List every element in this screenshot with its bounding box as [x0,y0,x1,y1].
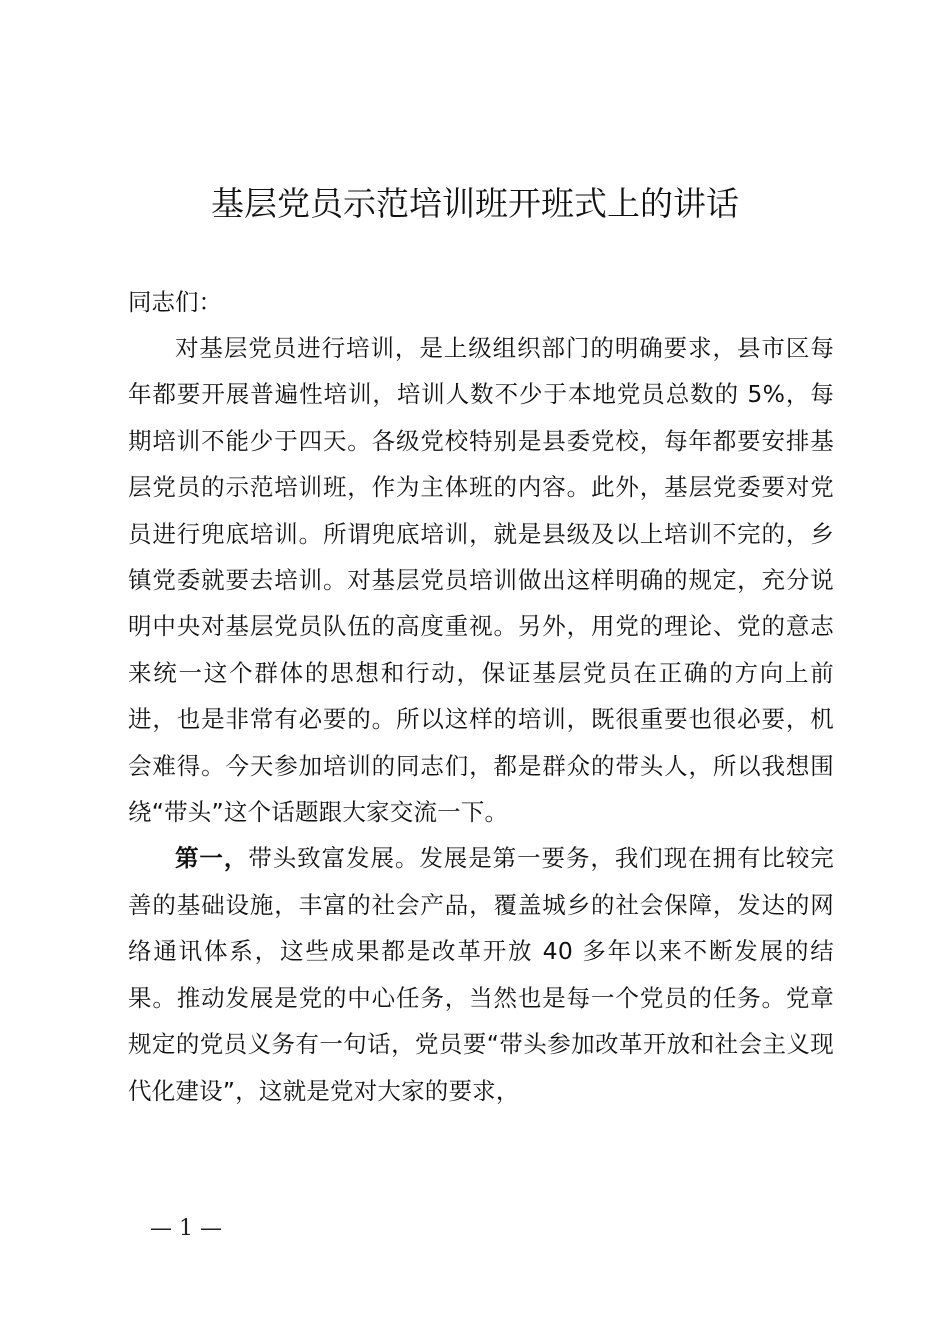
document-body [128,279,834,1114]
page-number: — 1 — [150,1216,222,1241]
paragraph-lead: 第一， [175,844,249,873]
salutation: 同志们： [128,288,222,316]
paragraph-text: 带头致富发展。发展是第一要务，我们现在拥有比较完善的基础设施，丰富的社会产品，覆盖城乡的社会保障，发达的网络通讯体系，这些成果都是改革开放 40 多年以来不断发展的结果。推动发展是党的中心任务，当然也是每一个党员的任务。党章规定的党员义务有一句话，党员要“带头参加改革开放和社会主义现代化建设”，这就是党对大家的要求， [128,844,834,1105]
document-title: 基层党员示范培训班开班式上的讲话 [211,184,739,223]
paragraph-intro [128,325,834,835]
paragraph-first-point [128,835,834,1113]
paragraph-text: 对基层党员进行培训，是上级组织部门的明确要求，县市区每年都要开展普遍性培训，培训人数不少于本地党员总数的 5%，每期培训不能少于四天。各级党校特别是县委党校，每年都要安排基层党员的示范培训班，作为主体班的内容。此外，基层党委要对党员进行兜底培训。所谓兜底培训，就是县级及以上培训不完的，乡镇党委就要去培训。对基层党员培训做出这样明确的规定，充分说明中央对基层党员队伍的高度重视。另外，用党的理论、党的意志来统一这个群体的思想和行动，保证基层党员在正确的方向上前进，也是非常有必要的。所以这样的培训，既很重要也很必要，机会难得。今天参加培训的同志们，都是群众的带头人，所以我想围绕“带头”这个话题跟大家交流一下。 [128,334,835,827]
